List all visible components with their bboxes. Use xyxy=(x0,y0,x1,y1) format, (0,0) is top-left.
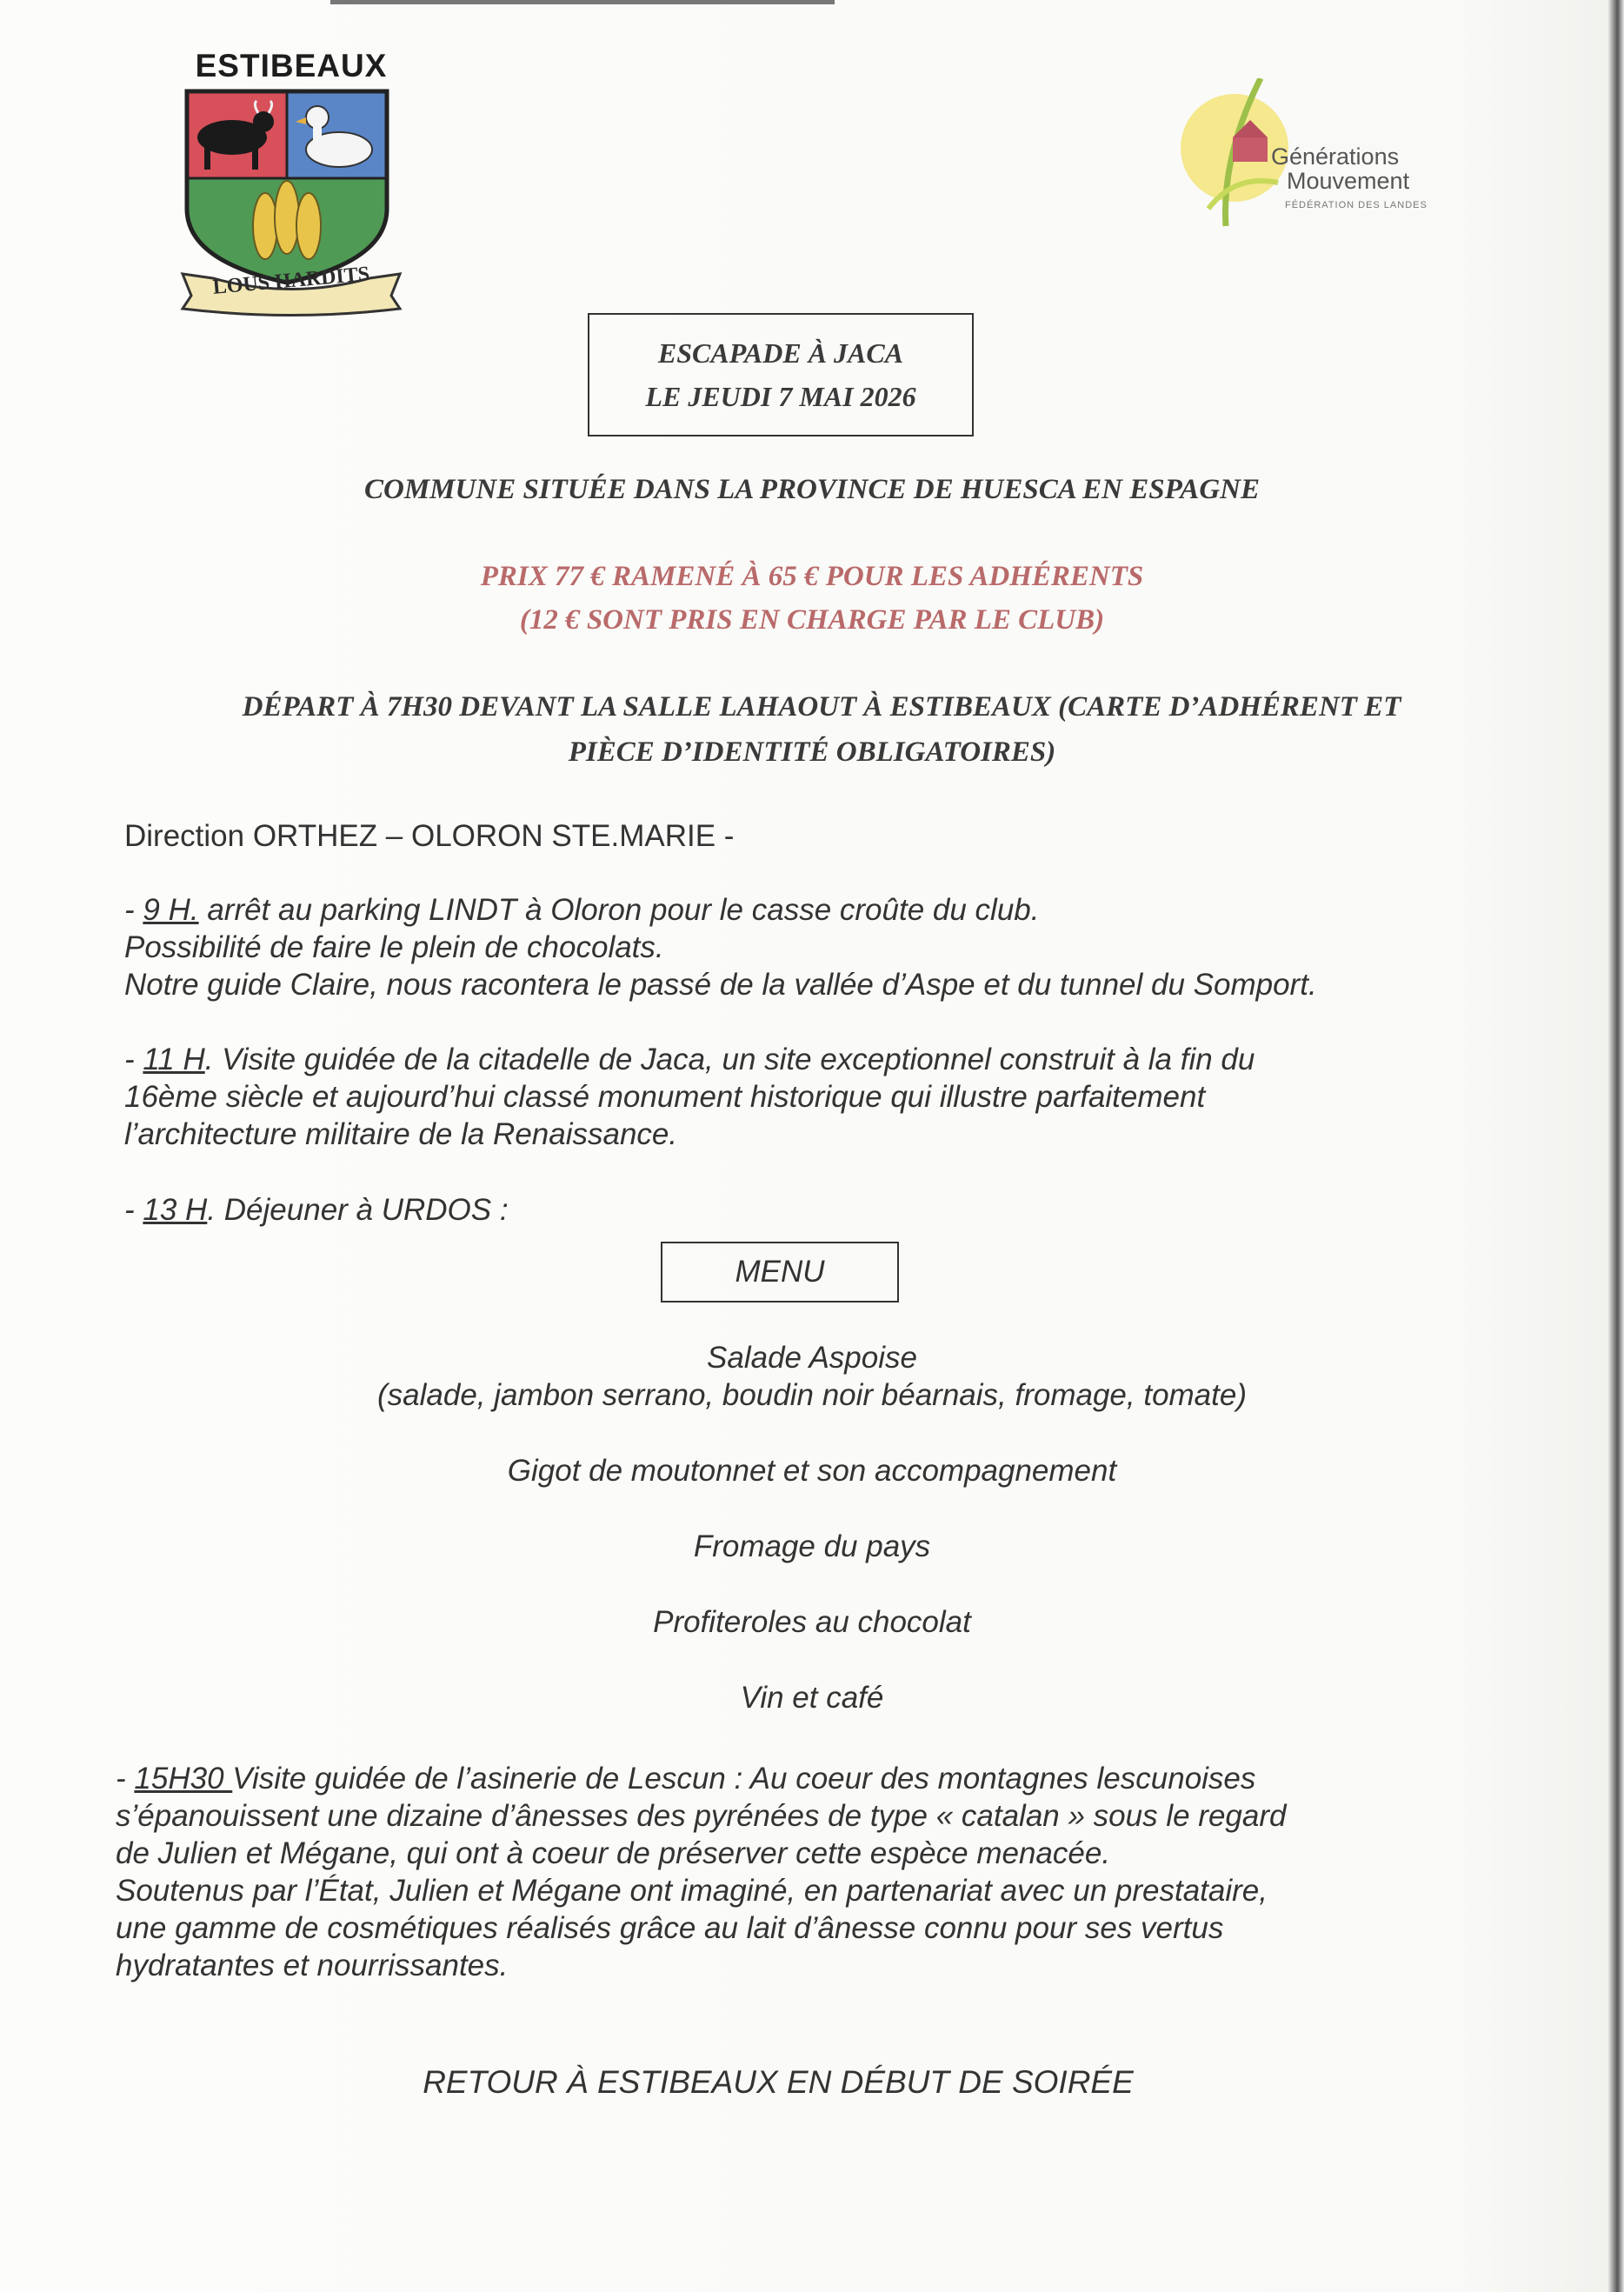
stop2-prefix: - xyxy=(124,1043,143,1076)
stop2-line2: 16ème siècle et aujourd’hui classé monument historique qui illustre parfaitement xyxy=(124,1080,1206,1114)
stop2-text1: . Visite guidée de la citadelle de Jaca, un site exceptionnel construit à la fin du xyxy=(204,1043,1255,1076)
subtitle: COMMUNE SITUÉE DANS LA PROVINCE DE HUESCA EN ESPAGNE xyxy=(364,474,1260,505)
direction-text: Direction ORTHEZ – OLORON STE.MARIE - xyxy=(124,819,735,853)
event-title-box xyxy=(588,313,974,436)
menu-item-main: Gigot de moutonnet et son accompagnement xyxy=(507,1454,1117,1488)
gm-line1: Générations xyxy=(1271,143,1400,170)
stop4-line6: hydratantes et nourrissantes. xyxy=(116,1949,509,1982)
stop1-line3: Notre guide Claire, nous racontera le passé de la vallée d’Aspe et du tunnel du Somport. xyxy=(124,968,1317,1002)
stop3-time: 13 H xyxy=(143,1193,208,1227)
stop1-time: 9 H. xyxy=(143,893,199,927)
stop1-line1 xyxy=(124,891,1317,929)
departure-line2: PIÈCE D’IDENTITÉ OBLIGATOIRES) xyxy=(568,736,1056,768)
menu-item-dessert: Profiteroles au chocolat xyxy=(653,1605,971,1639)
stop4-line2: s’épanouissent une dizaine d’ânesses des pyrénées de type « catalan » sous le regard xyxy=(116,1799,1287,1833)
crest-motto: LOUS HARDITS xyxy=(211,263,371,299)
gm-line2: Mouvement xyxy=(1287,168,1410,194)
event-date: LE JEUDI 7 MAI 2026 xyxy=(645,381,916,412)
return-text: RETOUR À ESTIBEAUX EN DÉBUT DE SOIRÉE xyxy=(423,2064,1134,2100)
event-title: ESCAPADE À JACA xyxy=(657,337,904,369)
stop2-line3: l’architecture militaire de la Renaissance. xyxy=(124,1117,678,1151)
gm-line3: FÉDÉRATION DES LANDES xyxy=(1285,200,1428,210)
stop4-prefix: - xyxy=(116,1762,135,1796)
stop4-time: 15H30 xyxy=(134,1762,233,1796)
stop3-text: . Déjeuner à URDOS : xyxy=(207,1193,509,1227)
stop2-time: 11 H xyxy=(143,1043,205,1076)
menu-item-cheese: Fromage du pays xyxy=(693,1529,931,1563)
stop2-block xyxy=(124,1041,1255,1153)
stop1-text1: arrêt au parking LINDT à Oloron pour le casse croûte du club. xyxy=(198,893,1040,927)
stop4-line5: une gamme de cosmétiques réalisés grâce au lait d’ânesse connu pour ses vertus xyxy=(116,1911,1224,1945)
departure-line1: DÉPART À 7H30 DEVANT LA SALLE LAHAOUT À ESTIBEAUX (CARTE D’ADHÉRENT ET xyxy=(242,691,1401,723)
top-edge-line xyxy=(330,0,835,4)
crest-title: ESTIBEAUX xyxy=(195,48,388,83)
menu-item-starter: Salade Aspoise xyxy=(707,1341,917,1375)
price-line1: PRIX 77 € RAMENÉ À 65 € POUR LES ADHÉRENTS xyxy=(480,561,1144,592)
stop4-line3: de Julien et Mégane, qui ont à coeur de préserver cette espèce menacée. xyxy=(116,1836,1111,1870)
stop4-line4: Soutenus par l’État, Julien et Mégane ont imaginé, en partenariat avec un prestataire, xyxy=(116,1874,1268,1908)
menu-box: MENU xyxy=(661,1242,899,1303)
stop1-line2: Possibilité de faire le plein de chocolats. xyxy=(124,930,664,964)
stop1-prefix: - xyxy=(124,893,143,927)
stop4-block xyxy=(116,1760,1286,1984)
menu-item-drinks: Vin et café xyxy=(740,1681,884,1715)
stop4-line1 xyxy=(116,1760,1286,1797)
stop1-block xyxy=(124,891,1317,1003)
generations-mouvement-logo xyxy=(1174,78,1434,235)
stop2-line1 xyxy=(124,1041,1255,1078)
stop4-text1: Visite guidée de l’asinerie de Lescun : Au coeur des montagnes lescunoises xyxy=(232,1762,1256,1796)
estibeaux-crest-logo xyxy=(178,48,404,317)
price-line2: (12 € SONT PRIS EN CHARGE PAR LE CLUB) xyxy=(519,604,1105,636)
stop3-block xyxy=(124,1191,509,1229)
stop3-prefix: - xyxy=(124,1193,143,1227)
menu-item-starter-detail: (salade, jambon serrano, boudin noir béarnais, fromage, tomate) xyxy=(377,1378,1247,1412)
